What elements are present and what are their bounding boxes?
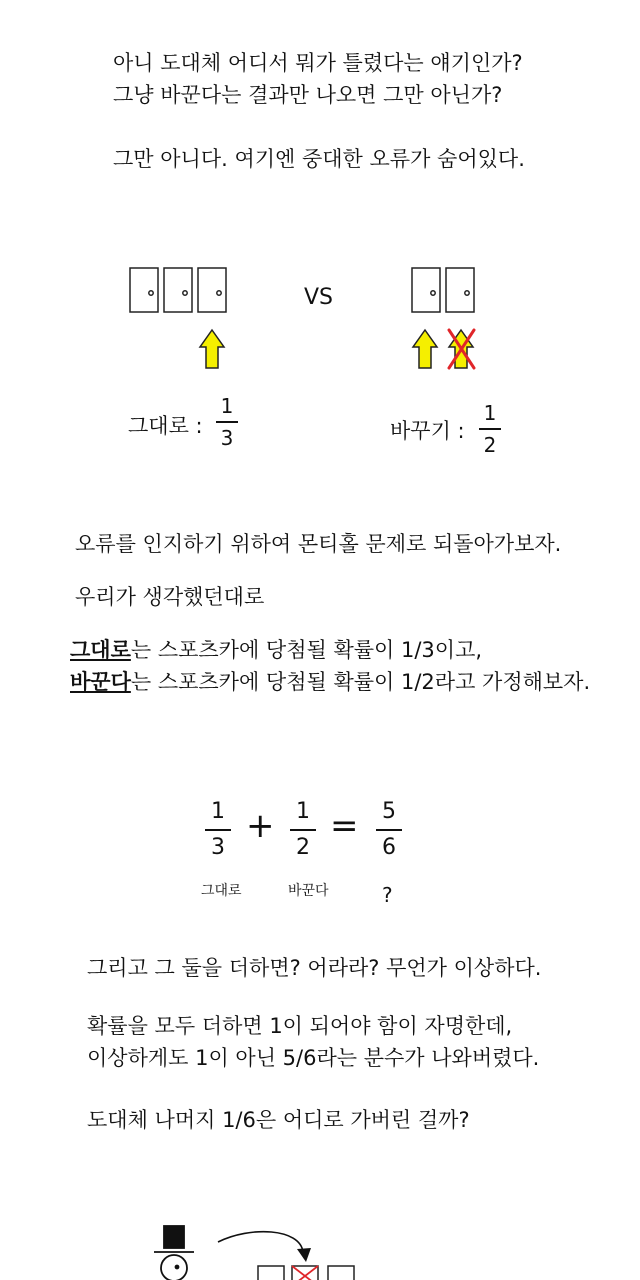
eq-b-denominator: 2: [296, 835, 310, 860]
intro-line-1: 아니 도대체 어디서 뭐가 틀렸다는 얘기인가?: [113, 51, 523, 75]
eq-a-denominator: 3: [211, 835, 225, 860]
body1-line-4: [70, 667, 590, 697]
intro-line-2: 그냥 바꾼다는 결과만 나오면 그만 아닌가?: [113, 83, 503, 107]
stay-label: 그대로 :: [128, 414, 203, 438]
body2-line-2: 확률을 모두 더하면 1이 되어야 함이 자명한데,: [87, 1014, 513, 1038]
intro-line-3: 그만 아니다. 여기엔 중대한 오류가 숨어있다.: [113, 147, 525, 171]
body1-line-4-rest: 는 스포츠카에 당첨될 확률이 1/2라고 가정해보자.: [130, 670, 591, 694]
plus-sign: +: [246, 806, 275, 846]
magician-icon: [154, 1226, 194, 1280]
eq-a-numerator: 1: [211, 799, 225, 824]
up-arrow-icon: [200, 330, 224, 368]
body1-line-3: [70, 635, 482, 665]
switch-emphasis: 바꾼다: [70, 670, 131, 694]
vs-label: VS: [304, 285, 334, 310]
eq-c-numerator: 5: [382, 799, 396, 824]
body1-line-3-rest: 는 스포츠카에 당첨될 확률이 1/3이고,: [130, 638, 483, 662]
eq-fraction-c: [376, 798, 402, 862]
switch-denominator: 2: [483, 433, 497, 457]
eq-fraction-b: [290, 798, 316, 862]
eq-label-switch: 바꾼다: [288, 883, 329, 899]
switch-fraction: [479, 401, 501, 457]
body1-line-1: 오류를 인지하기 위하여 몬티홀 문제로 되돌아가보자.: [75, 532, 562, 556]
body2-line-1: 그리고 그 둘을 더하면? 어라라? 무언가 이상하다.: [87, 956, 542, 980]
switch-label: 바꾸기 :: [390, 419, 465, 443]
eq-c-denominator: 6: [382, 835, 396, 860]
stay-fraction: [216, 394, 238, 450]
eq-label-stay: 그대로: [201, 883, 242, 899]
stay-emphasis: 그대로: [70, 638, 131, 662]
three-doors-icon: [130, 268, 226, 312]
body1-line-2: 우리가 생각했던대로: [75, 585, 265, 609]
up-arrow-icon: [413, 330, 437, 368]
switch-numerator: 1: [483, 401, 497, 425]
stay-denominator: 3: [220, 426, 234, 450]
stay-numerator: 1: [220, 394, 234, 418]
curved-arrow-icon: [218, 1232, 303, 1252]
body2-line-4: 도대체 나머지 1/6은 어디로 가버린 걸까?: [87, 1108, 470, 1132]
body2-line-3: 이상하게도 1이 아닌 5/6라는 분수가 나와버렸다.: [87, 1046, 540, 1070]
two-doors-icon: [412, 268, 474, 312]
equals-sign: =: [330, 806, 359, 846]
eq-b-numerator: 1: [296, 799, 310, 824]
eq-label-question: ?: [382, 883, 393, 907]
eq-fraction-a: [205, 798, 231, 862]
